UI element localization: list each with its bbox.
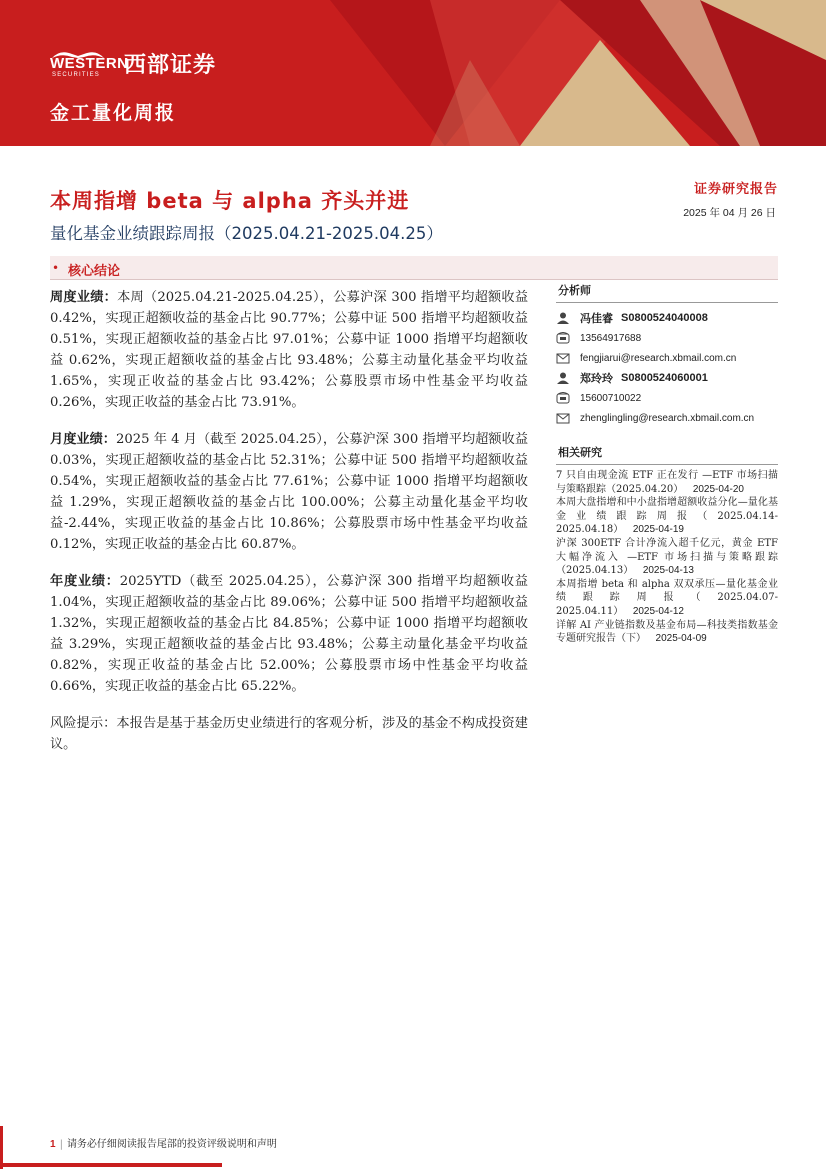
related-item[interactable]: [556, 578, 778, 619]
related-item-title: 沪深 300ETF 合计净流入超千亿元，黄金 ETF 大幅净流入 —ETF 市场扫描与策略跟踪（2025.04.13）: [556, 537, 778, 577]
logo-text-en-sub: SECURITIES: [52, 71, 101, 78]
related-item[interactable]: [556, 496, 778, 537]
paragraph-lead: 周度业绩：: [50, 290, 118, 305]
sidebar: [556, 280, 778, 646]
email-address[interactable]: fengjiarui@research.xbmail.com.cn: [580, 352, 737, 364]
related-item-date: 2025-04-09: [655, 633, 707, 645]
corner-decoration: [0, 1163, 222, 1167]
analyst-row: [556, 308, 778, 328]
page-title: 本周指增 beta 与 alpha 齐头并进: [50, 189, 410, 213]
report-date: 2025 年 04 月 26 日: [683, 207, 776, 219]
person-icon: [556, 372, 570, 384]
related-item[interactable]: [556, 469, 778, 496]
person-icon: [556, 312, 570, 324]
paragraph-lead: 月度业绩：: [50, 432, 116, 447]
paragraph-lead: 年度业绩：: [50, 574, 120, 589]
logo-mark: [50, 49, 129, 79]
analyst-name: 冯佳睿: [580, 312, 613, 325]
related-heading: 相关研究: [556, 442, 778, 465]
related-list: [556, 469, 778, 646]
section-header: [50, 256, 778, 280]
email-icon: [556, 352, 570, 364]
page-footer: [50, 1135, 277, 1150]
paragraph-text: 本周（2025.04.21-2025.04.25），公募沪深 300 指增平均超额收益 0.42%，实现正超额收益的基金占比 90.77%；公募中证 500 指增平均超额收益 0.51%，实现正超额收益的基金占比 97.01%；公募中证 1000 指增平均超额收益 0.62%，实现正超额收益的基金占比 93.48%；公募主动量化基金平均收益 1.65%，实现正收益的基金占比 93.42%；公募股票市场中性基金平均收益 0.26%，实现正收益的基金占比 73.91%。: [50, 290, 529, 410]
related-item-title: 本周大盘指增和中小盘指增超额收益分化—量化基金业绩跟踪周报（2025.04.14-2025.04.18）: [556, 497, 778, 536]
related-item-date: 2025-04-20: [692, 483, 744, 495]
analyst-name: 郑玲玲: [580, 372, 613, 385]
related-item-date: 2025-04-12: [632, 605, 684, 617]
analyst-heading: 分析师: [556, 280, 778, 303]
analyst-license: S0800524060001: [621, 372, 708, 384]
email-icon: [556, 412, 570, 424]
paragraph-risk: [50, 713, 528, 755]
footer-note: 请务必仔细阅读报告尾部的投资评级说明和声明: [66, 1139, 277, 1150]
analyst-row: [556, 368, 778, 388]
phone-icon: [556, 332, 570, 344]
contact-phone: [556, 328, 778, 348]
bullet-icon: •: [52, 261, 60, 275]
email-address[interactable]: zhenglingling@research.xbmail.com.cn: [580, 412, 755, 424]
paragraph-text: 风险提示：本报告是基于基金历史业绩进行的客观分析，涉及的基金不构成投资建议。: [50, 716, 528, 752]
related-item[interactable]: [556, 619, 778, 646]
footer-separator: |: [59, 1139, 63, 1150]
related-item[interactable]: [556, 537, 778, 578]
paragraph-weekly: [50, 287, 528, 413]
company-logo: [50, 48, 216, 79]
phone-icon: [556, 392, 570, 404]
report-series: 金工量化周报: [50, 102, 177, 124]
related-item-title: 详解 AI 产业链指数及基金布局—科技类指数基金专题研究报告（下）: [556, 619, 778, 645]
paragraph-text: 2025YTD（截至 2025.04.25），公募沪深 300 指增平均超额收益 1.04%，实现正超额收益的基金占比 89.06%；公募中证 500 指增平均超额收益 1.32%，实现正超额收益的基金占比 84.85%；公募中证 1000 指增平均超额收益 3.29%，实现正超额收益的基金占比 93.48%；公募主动量化基金平均收益 0.82%，实现正收益的基金占比 52.00%；公募股票市场中性基金平均收益 0.66%，实现正收益的基金占比 65.22%。: [50, 574, 528, 694]
page-number: 1: [50, 1139, 56, 1150]
logo-text-en: WESTERN: [50, 54, 129, 72]
logo-text-cn: 西部证券: [124, 53, 217, 78]
related-item-title: 7 只自由现金流 ETF 正在发行 —ETF 市场扫描与策略跟踪（2025.04.20）: [556, 470, 778, 495]
related-item-title: 本周指增 beta 和 alpha 双双承压—量化基金业绩跟踪周报（2025.04.07-2025.04.11）: [556, 578, 778, 617]
paragraph-ytd: [50, 571, 528, 697]
contact-phone: [556, 388, 778, 408]
page-subtitle: 量化基金业绩跟踪周报（2025.04.21-2025.04.25）: [50, 224, 443, 243]
header-banner: [0, 0, 826, 146]
related-item-date: 2025-04-19: [632, 524, 684, 536]
related-item-date: 2025-04-13: [642, 565, 694, 577]
section-title: 核心结论: [68, 264, 121, 279]
analyst-license: S0800524040008: [621, 312, 708, 324]
doc-type-label: 证券研究报告: [693, 182, 778, 197]
phone-number: 15600710022: [580, 392, 642, 404]
paragraph-monthly: [50, 429, 528, 555]
contact-email: [556, 408, 778, 428]
paragraph-text: 2025 年 4 月（截至 2025.04.25），公募沪深 300 指增平均超额收益 0.03%，实现正超额收益的基金占比 52.31%；公募中证 500 指增平均超额收益 0.54%，实现正超额收益的基金占比 77.61%；公募中证 1000 指增平均超额收益 1.29%，实现正超额收益的基金占比 100.00%；公募主动量化基金平均收益-2.44%，实现正收益的基金占比 10.86%；公募股票市场中性基金平均收益 0.12%，实现正收益的基金占比 60.87%。: [50, 432, 529, 552]
phone-number: 13564917688: [580, 332, 642, 344]
contact-email: [556, 348, 778, 368]
